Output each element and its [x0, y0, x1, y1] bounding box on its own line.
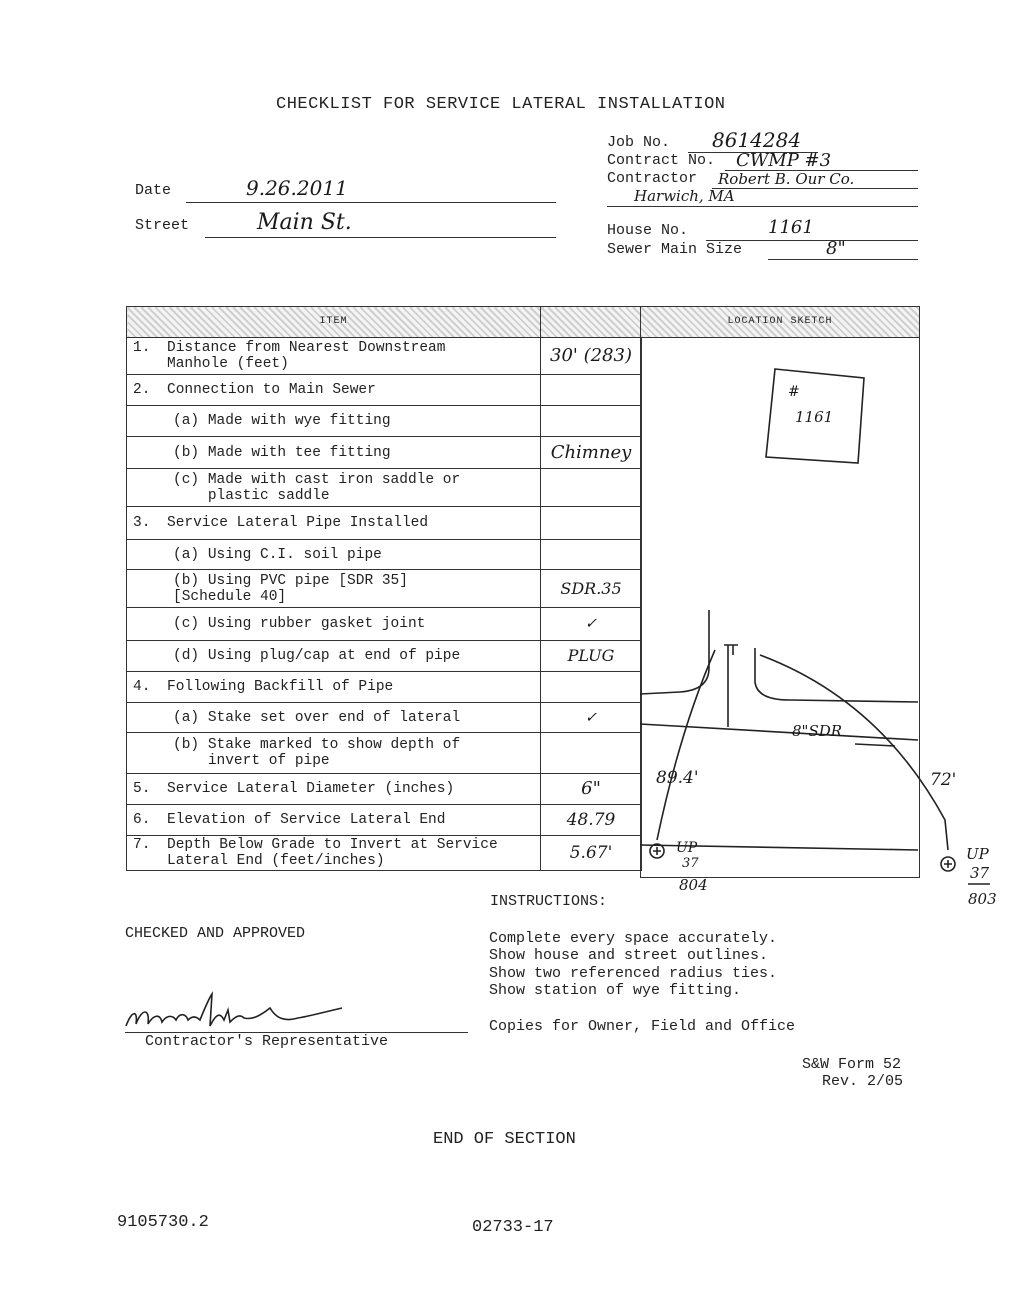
row-text: Stake marked to show depth of [207, 737, 461, 753]
sketch-up-left: UP [676, 840, 698, 856]
sketch-header: LOCATION SKETCH [641, 307, 919, 338]
row-sub: (c) [173, 616, 200, 632]
sketch-up-right: UP [966, 845, 989, 863]
row-text-2: plastic saddle [207, 487, 330, 504]
row-value[interactable]: 30' (283) [541, 338, 642, 375]
sketch-dist-right: 72' [930, 770, 957, 790]
date-value[interactable]: 9.26.2011 [246, 176, 348, 200]
tie-right [760, 655, 948, 850]
row-num: 1. [133, 340, 151, 356]
row-sub: (a) [173, 546, 200, 563]
sewer-main-size-label: Sewer Main Size [607, 241, 743, 258]
row-value[interactable]: PLUG [541, 641, 642, 672]
row-sub: (a) [173, 709, 200, 726]
row-text: Made with wye fitting [207, 413, 391, 429]
row-value[interactable]: 48.79 [541, 805, 642, 836]
row-text: Service Lateral Pipe Installed [167, 515, 429, 531]
contractor-value-line2[interactable]: Harwich, MA [634, 187, 735, 205]
row-text: Distance from Nearest Downstream [167, 340, 446, 356]
row-sub: (a) [173, 413, 200, 429]
sketch-up-right-num: 37 [970, 864, 990, 882]
row-value[interactable]: ✓ [541, 703, 642, 733]
checked-approved-heading: CHECKED AND APPROVED [125, 925, 306, 942]
row-value[interactable]: ✓ [541, 608, 642, 641]
row-text: Connection to Main Sewer [167, 382, 376, 398]
house-no-label: House No. [607, 222, 689, 239]
row-text-2: [Schedule 40] [173, 588, 287, 605]
house-no-value[interactable]: 1161 [768, 217, 814, 238]
instruction-line: Complete every space accurately. [489, 930, 778, 947]
form-rev: Rev. 2/05 [822, 1073, 904, 1090]
sketch-dist-left: 89.4' [656, 768, 699, 788]
row-text: Depth Below Grade to Invert at Service [167, 837, 498, 853]
dimension-tick [855, 744, 895, 746]
row-text: Made with cast iron saddle or [207, 471, 461, 488]
row-text-2: Lateral End (feet/inches) [167, 853, 385, 869]
sketch-pipe-label: 8"SDR [792, 722, 843, 740]
instruction-line: Show two referenced radius ties. [489, 965, 778, 982]
row-sub: (d) [173, 648, 200, 664]
row-value[interactable]: 6" [541, 774, 642, 805]
row-sub: (b) [173, 737, 200, 753]
row-num: 3. [133, 515, 151, 531]
row-text: Stake set over end of lateral [207, 709, 461, 726]
signature-caption: Contractor's Representative [145, 1033, 389, 1050]
contractor-value-line1[interactable]: Robert B. Our Co. [718, 170, 855, 188]
chimney-mark [724, 645, 738, 655]
signature [120, 990, 360, 1036]
row-sub: (b) [173, 572, 200, 589]
street-value[interactable]: Main St. [257, 210, 352, 235]
job-no-label: Job No. [607, 134, 671, 151]
row-text: Service Lateral Diameter (inches) [167, 781, 455, 797]
row-num: 6. [133, 812, 151, 828]
row-value[interactable]: SDR.35 [541, 570, 642, 608]
street-label: Street [135, 217, 190, 234]
date-label: Date [135, 182, 172, 199]
sketch-house-mark: # [788, 384, 800, 400]
sketch-up-left-num: 37 [682, 856, 699, 871]
sewer-main-line [640, 724, 918, 740]
contract-no-label: Contract No. [607, 152, 716, 169]
footer-left-code: 9105730.2 [117, 1213, 209, 1232]
row-text: Using PVC pipe [SDR 35] [207, 572, 408, 589]
sketch-up-left-sta: 804 [679, 876, 708, 894]
row-num: 4. [133, 679, 151, 695]
row-text: Using C.I. soil pipe [207, 546, 382, 563]
row-text: Made with tee fitting [207, 444, 391, 461]
row-value[interactable]: Chimney [541, 437, 642, 469]
sewer-main-size-value[interactable]: 8" [826, 238, 846, 259]
row-text: Following Backfill of Pipe [167, 679, 394, 695]
row-text-2: invert of pipe [207, 753, 330, 769]
row-text: Elevation of Service Lateral End [167, 812, 446, 828]
item-header: ITEM [127, 307, 541, 338]
instructions-heading: INSTRUCTIONS: [490, 893, 608, 910]
form-title: CHECKLIST FOR SERVICE LATERAL INSTALLATION [276, 95, 726, 114]
row-num: 5. [133, 781, 151, 797]
form-name: S&W Form 52 [802, 1056, 902, 1073]
sketch-up-right-sta: 803 [968, 890, 997, 908]
row-text: Using plug/cap at end of pipe [207, 648, 461, 664]
row-sub: (b) [173, 444, 200, 461]
job-no-value[interactable]: 8614284 [712, 128, 802, 152]
row-num: 2. [133, 382, 151, 398]
copies-note: Copies for Owner, Field and Office [489, 1018, 796, 1035]
footer-center-code: 02733-17 [472, 1218, 554, 1237]
row-value[interactable]: 5.67' [541, 836, 642, 871]
instruction-line: Show house and street outlines. [489, 947, 769, 964]
sketch-house-no: 1161 [795, 408, 834, 426]
row-text-2: Manhole (feet) [167, 356, 289, 372]
row-sub: (c) [173, 471, 200, 488]
street-curb-left [640, 610, 709, 694]
row-text: Using rubber gasket joint [207, 616, 426, 632]
end-of-section: END OF SECTION [433, 1130, 576, 1149]
street-curb-right [755, 648, 918, 702]
row-num: 7. [133, 837, 151, 853]
contractor-label: Contractor [607, 170, 698, 187]
contract-no-value[interactable]: CWMP #3 [736, 150, 832, 171]
instruction-line: Show station of wye fitting. [489, 982, 742, 999]
